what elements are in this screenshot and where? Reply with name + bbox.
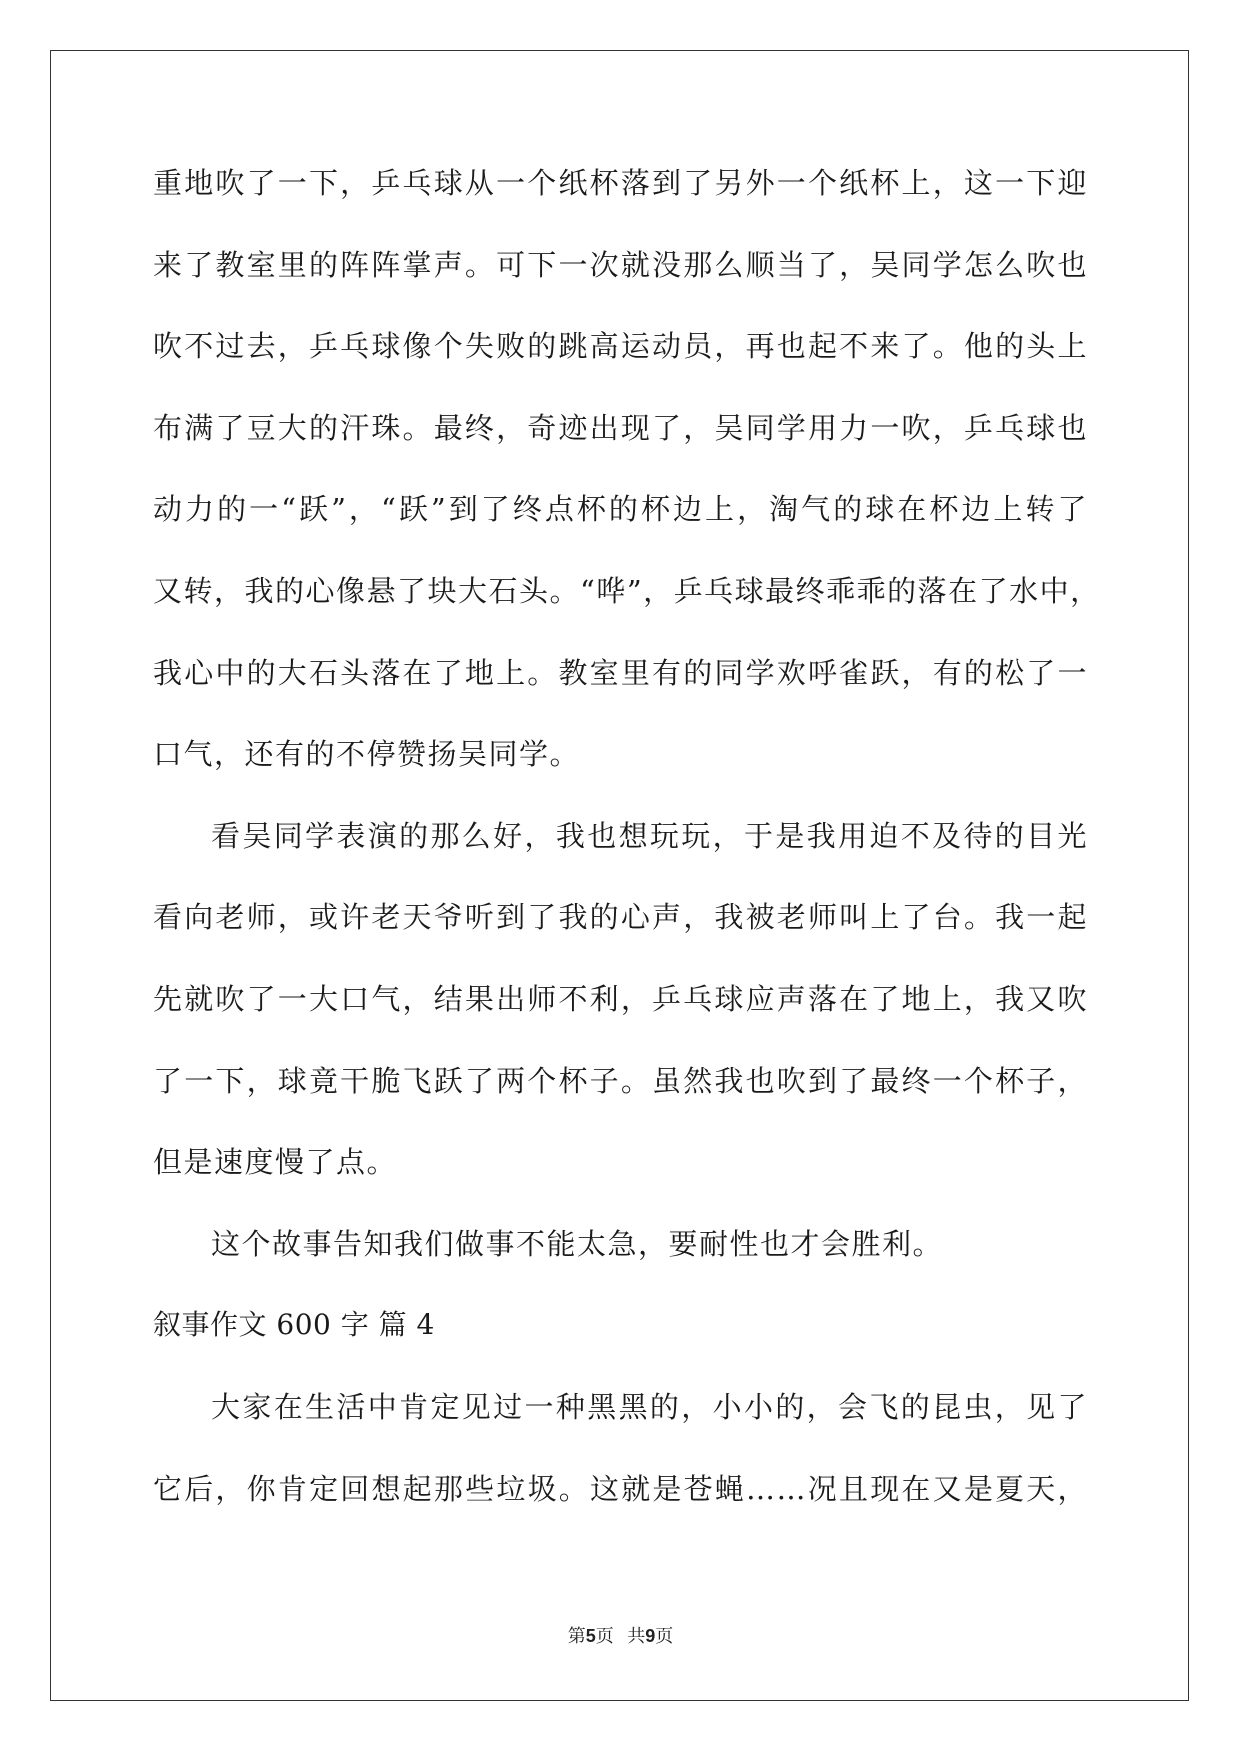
total-pages-number: 9	[645, 1626, 656, 1646]
paragraph-first-line: 看吴同学表演的那么好，我也想玩玩，于是我用迫不及待的目光	[211, 818, 1088, 853]
text-line: 动力的一“跃”，“跃”到了终点杯的杯边上，淘气的球在杯边上转了	[153, 492, 1088, 527]
page-footer	[0, 1622, 1241, 1648]
text-line: 它后，你肯定回想起那些垃圾。这就是苍蝇……况且现在又是夏天，	[153, 1471, 1088, 1506]
document-body	[153, 157, 1101, 1544]
text-line: 先就吹了一大口气，结果出师不利，乒乓球应声落在了地上，我又吹	[153, 981, 1088, 1016]
text-line: 吹不过去，乒乓球像个失败的跳高运动员，再也起不来了。他的头上	[153, 329, 1088, 364]
footer-prefix: 第	[567, 1626, 586, 1646]
footer-total-suffix: 页	[655, 1626, 674, 1646]
footer-total-prefix: 共	[627, 1626, 646, 1646]
current-page-number: 5	[585, 1626, 596, 1646]
text-line: 我心中的大石头落在了地上。教室里有的同学欢呼雀跃，有的松了一	[153, 655, 1088, 690]
text-line: 来了教室里的阵阵掌声。可下一次就没那么顺当了，吴同学怎么吹也	[153, 247, 1088, 282]
footer-page-word: 页	[595, 1626, 614, 1646]
text-line: 但是速度慢了点。	[153, 1145, 398, 1180]
text-line: 重地吹了一下，乒乓球从一个纸杯落到了另外一个纸杯上，这一下迎	[153, 166, 1088, 200]
section-heading: 叙事作文 600 字 篇 4	[153, 1308, 435, 1342]
text-line: 看向老师，或许老天爷听到了我的心声，我被老师叫上了台。我一起	[153, 900, 1088, 935]
paragraph-first-line: 这个故事告知我们做事不能太急，要耐性也才会胜利。	[211, 1226, 944, 1261]
text-line: 又转，我的心像悬了块大石头。“哗”，乒乓球最终乖乖的落在了水中，	[153, 573, 1101, 608]
text-line: 口气，还有的不停赞扬吴同学。	[153, 737, 581, 772]
text-line: 了一下，球竟干脆飞跃了两个杯子。虽然我也吹到了最终一个杯子，	[153, 1063, 1088, 1098]
text-line: 布满了豆大的汗珠。最终，奇迹出现了，吴同学用力一吹，乒乓球也	[153, 410, 1088, 445]
paragraph-first-line: 大家在生活中肯定见过一种黑黑的，小小的，会飞的昆虫，见了	[211, 1389, 1088, 1424]
